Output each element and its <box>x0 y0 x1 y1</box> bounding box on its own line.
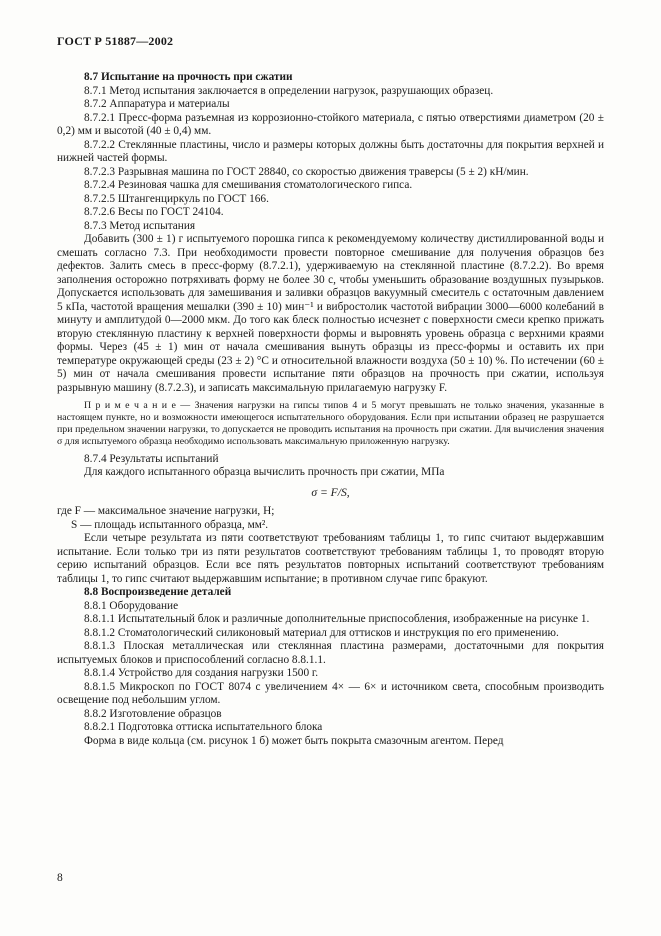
para-8-7-2-6: 8.7.2.6 Весы по ГОСТ 24104. <box>84 206 224 218</box>
para-8-8-1-5: 8.8.1.5 Микроскоп по ГОСТ 8074 с увеличением 4× — 6× и источником света, способным производить освещение под небольшим углом. <box>57 680 604 707</box>
para-8-8-2: 8.8.2 Изготовление образцов <box>84 707 222 720</box>
para-test-method: Добавить (300 ± 1) г испытуемого порошка гипса к рекомендуемому количеству дистиллированной воды и смешать согласно 7.3. При необходимости провести повторное смешивание для получения образцов без дефектов. Залить смесь в пресс-форму (8.7.2.1), удерживаемую на стеклянной пластине (8.7.2.2). Во время заполнения осторожно потряхивать форму не более 30 с, чтобы уменьшить образование воздушных пузырьков. Допускается использовать для замешивания и заливки образцов вакуумный смеситель с остаточным давлением 5 кПа, частотой вращения мешалки (390 ± 10) мин⁻¹ и вибростолик частотой вибрации 3000—6000 колебаний в минуту и амплитудой 0—2000 мкм. До того как блеск полностью исчезнет с поверхности смеси крепко прижать вторую стеклянную пластину к верхней поверхности формы и выровнять уровень образца с верхними краями формы. Через (45 ± 1) мин от начала смешивания вынуть образцы из пресс-формы и оставить их при температуре окружающей среды (23 ± 2) °С и относительной влажности воздуха (50 ± 10) %. По истечении (60 ± 5) мин от начала смешивания провести испытание пяти образцов на прочность при сжатии, используя разрывную машину (8.7.2.3), и записать максимальную прилагаемую нагрузку F. <box>57 233 604 394</box>
page-number: 8 <box>57 872 63 884</box>
formula-sigma: σ = F/S, <box>311 485 350 499</box>
para-8-8-1: 8.8.1 Оборудование <box>84 599 179 612</box>
para-8-7-2-4: 8.7.2.4 Резиновая чашка для смешивания стоматологического гипса. <box>84 179 413 191</box>
para-8-7-2-5: 8.7.2.5 Штангенциркуль по ГОСТ 166. <box>84 192 269 205</box>
para-8-7-2-2: 8.7.2.2 Стеклянные пластины, число и размеры которых должны быть достаточны для покрытия верхней и нижней частей формы. <box>57 138 604 164</box>
para-pass-criteria: Если четыре результата из пяти соответствуют требованиям таблицы 1, то гипс считают выдержавшим испытание. Если только три из пяти результатов соответствуют требованиям таблицы 1, то проводят вторую серию испытаний образцов. Если все пять результатов повторных испытаний соответствуют требованиям таблицы 1, то гипс считают выдержавшим испытание; в противном случае гипс бракуют. <box>57 532 604 585</box>
para-8-7-3: 8.7.3 Метод испытания <box>84 219 196 232</box>
section-heading-8-8: 8.8 Воспроизведение деталей <box>84 586 232 599</box>
para-8-8-2-1: 8.8.2.1 Подготовка оттиска испытательного блока <box>84 721 323 734</box>
para-8-7-2-3: 8.7.2.3 Разрывная машина по ГОСТ 28840, со скоростью движения траверсы (5 ± 2) кН/мин. <box>84 165 529 178</box>
para-8-7-2-1: 8.7.2.1 Пресс-форма разъемная из коррозионно-стойкого материала, с пятью отверстиями диаметром (20 ± 0,2) мм и высотой (40 ± 0,4) мм. <box>57 111 604 137</box>
section-heading-8-7: 8.7 Испытание на прочность при сжатии <box>84 71 293 83</box>
document-body <box>57 71 604 748</box>
para-8-8-1-2: 8.8.1.2 Стоматологический силиконовый материал для оттисков и инструкция по его применению. <box>84 626 559 639</box>
para-ring-form: Форма в виде кольца (см. рисунок 1 б) может быть покрыта смазочным агентом. Перед <box>84 734 504 747</box>
para-8-7-2: 8.7.2 Аппаратура и материалы <box>84 98 230 110</box>
para-8-8-1-3: 8.8.1.3 Плоская металлическая или стеклянная пластина размерами, достаточными для покрытия испытуемых блоков и приспособлений согласно 8.8.1.1. <box>57 640 604 666</box>
para-8-8-1-1: 8.8.1.1 Испытательный блок и различные дополнительные приспособления, изображенные на рисунке 1. <box>84 613 590 626</box>
document-standard-number: ГОСТ Р 51887—2002 <box>57 34 174 48</box>
where-clause-f: где F — максимальное значение нагрузки, Н; <box>57 505 275 518</box>
note-paragraph: П р и м е ч а н и е — Значения нагрузки на гипсы типов 4 и 5 могут превышать не только значения, указанные в настоящем пункте, но и возможности имеющегося испытательного оборудования. Если при испытании образец не разрушается при предельном значении нагрузки, то допускается не проводить испытания на прочность при сжатии. Для вычисления значения σ для испытуемого образца необходимо использовать максимальную приложенную нагрузку. <box>57 400 604 447</box>
where-clause-s: S — площадь испытанного образца, мм². <box>71 518 269 531</box>
para-8-8-1-4: 8.8.1.4 Устройство для создания нагрузки 1500 г. <box>84 667 319 680</box>
para-8-7-1: 8.7.1 Метод испытания заключается в определении нагрузок, разрушающих образец. <box>84 84 494 97</box>
para-formula-intro: Для каждого испытанного образца вычислить прочность при сжатии, МПа <box>84 466 445 479</box>
para-8-7-4: 8.7.4 Результаты испытаний <box>84 452 219 465</box>
